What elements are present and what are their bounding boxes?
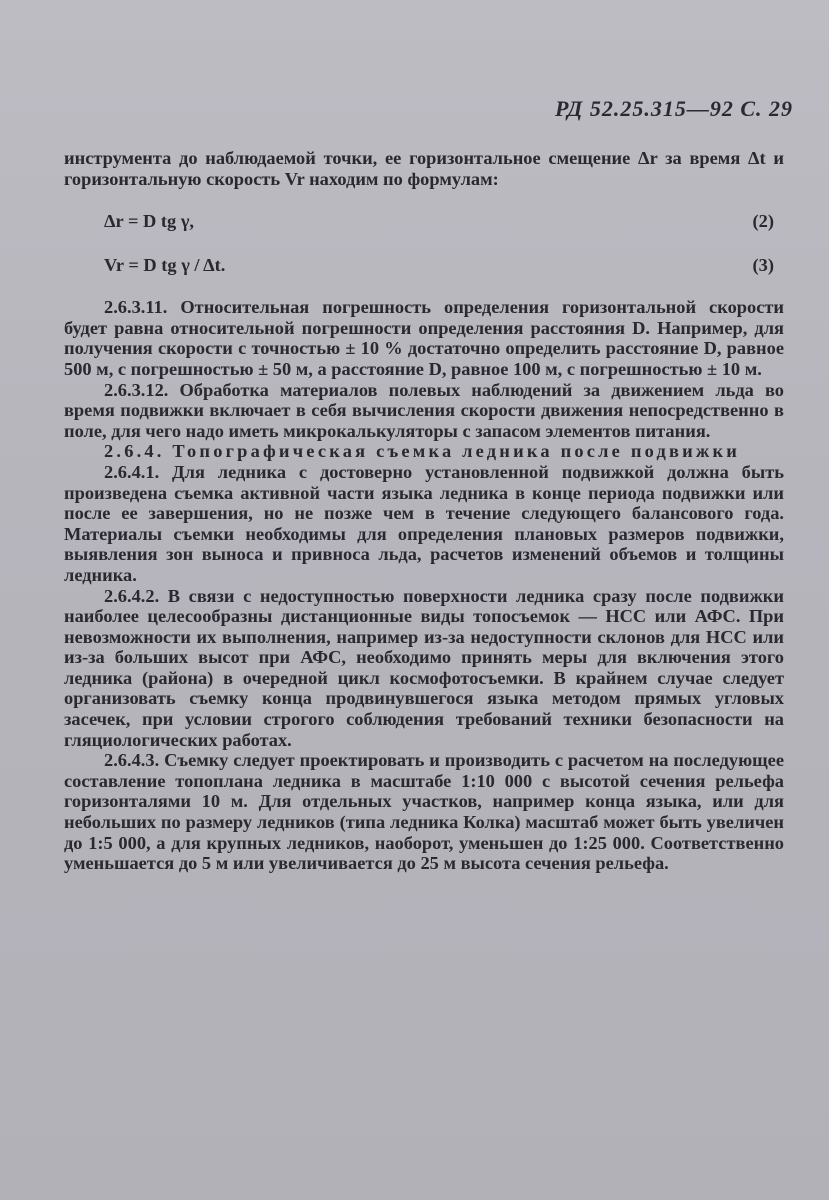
- formula-2: [64, 197, 784, 241]
- formula-number: (3): [752, 255, 774, 276]
- paragraph-2-6-4-3: 2.6.4.3. Съемку следует проектировать и производить с расчетом на последующее составление топоплана ледника в масштабе 1:10 000 с высотой сечения рельефа горизонталями 10 м. Для отдельных участков, например конца языка, или для небольших по размеру ледников (типа ледника Колка) масштаб может быть увеличен до 1:5 000, а для крупных ледников, наоборот, уменьшен до 1:25 000. Соответственно уменьшается до 5 м или увеличивается до 25 м высота сечения рельефа.: [64, 750, 784, 874]
- section-title: 2.6.4. Топографическая съемка ледника после подвижки: [104, 441, 741, 462]
- intro-paragraph: инструмента до наблюдаемой точки, ее горизонтальное смещение Δr за время Δt и горизонтальную скорость Vr находим по формулам:: [64, 148, 784, 189]
- paragraph-2-6-3-12: 2.6.3.12. Обработка материалов полевых наблюдений за движением льда во время подвижки включает в себя вычисления скорости движения непосредственно в поле, для чего надо иметь микрокалькуляторы с запасом элементов питания.: [64, 379, 784, 441]
- body-text: [64, 148, 784, 874]
- formula-expression: Vr = D tg γ / Δt.: [104, 255, 226, 276]
- formula-3: [64, 241, 784, 285]
- paragraph-2-6-4-2: 2.6.4.2. В связи с недоступностью поверхности ледника сразу после подвижки наиболее целесообразны дистанционные виды топосъемок — НСС или АФС. При невозможности их выполнения, например из-за недоступности склонов для НСС или из-за больших высот при АФС, необходимо принять меры для включения этого ледника (района) в очередной цикл космофотосъемки. В крайнем случае следует организовать съемку конца продвинувшегося языка методом прямых угловых засечек, при условии строгого соблюдения требований техники безопасности на гляциологических работах.: [64, 585, 784, 750]
- formula-number: (2): [752, 211, 774, 232]
- paragraph-2-6-3-11: 2.6.3.11. Относительная погрешность определения горизонтальной скорости будет равна относительной погрешности определения расстояния D. Например, для получения скорости с точностью ± 10 % достаточно определить расстояние D, равное 500 м, с погрешностью ± 50 м, а расстояние D, равное 100 м, с погрешностью ± 10 м.: [64, 297, 784, 379]
- page-header: РД 52.25.315—92 С. 29: [555, 96, 793, 121]
- paragraph-2-6-4-1: 2.6.4.1. Для ледника с достоверно установленной подвижкой должна быть произведена съемка активной части языка ледника в конце периода подвижки или после ее завершения, но не позже чем в течение следующего балансового года. Материалы съемки необходимы для определения плановых размеров подвижки, выявления зон выноса и привноса льда, расчетов изменений объемов и толщины ледника.: [64, 461, 784, 585]
- formula-expression: Δr = D tg γ,: [104, 211, 195, 232]
